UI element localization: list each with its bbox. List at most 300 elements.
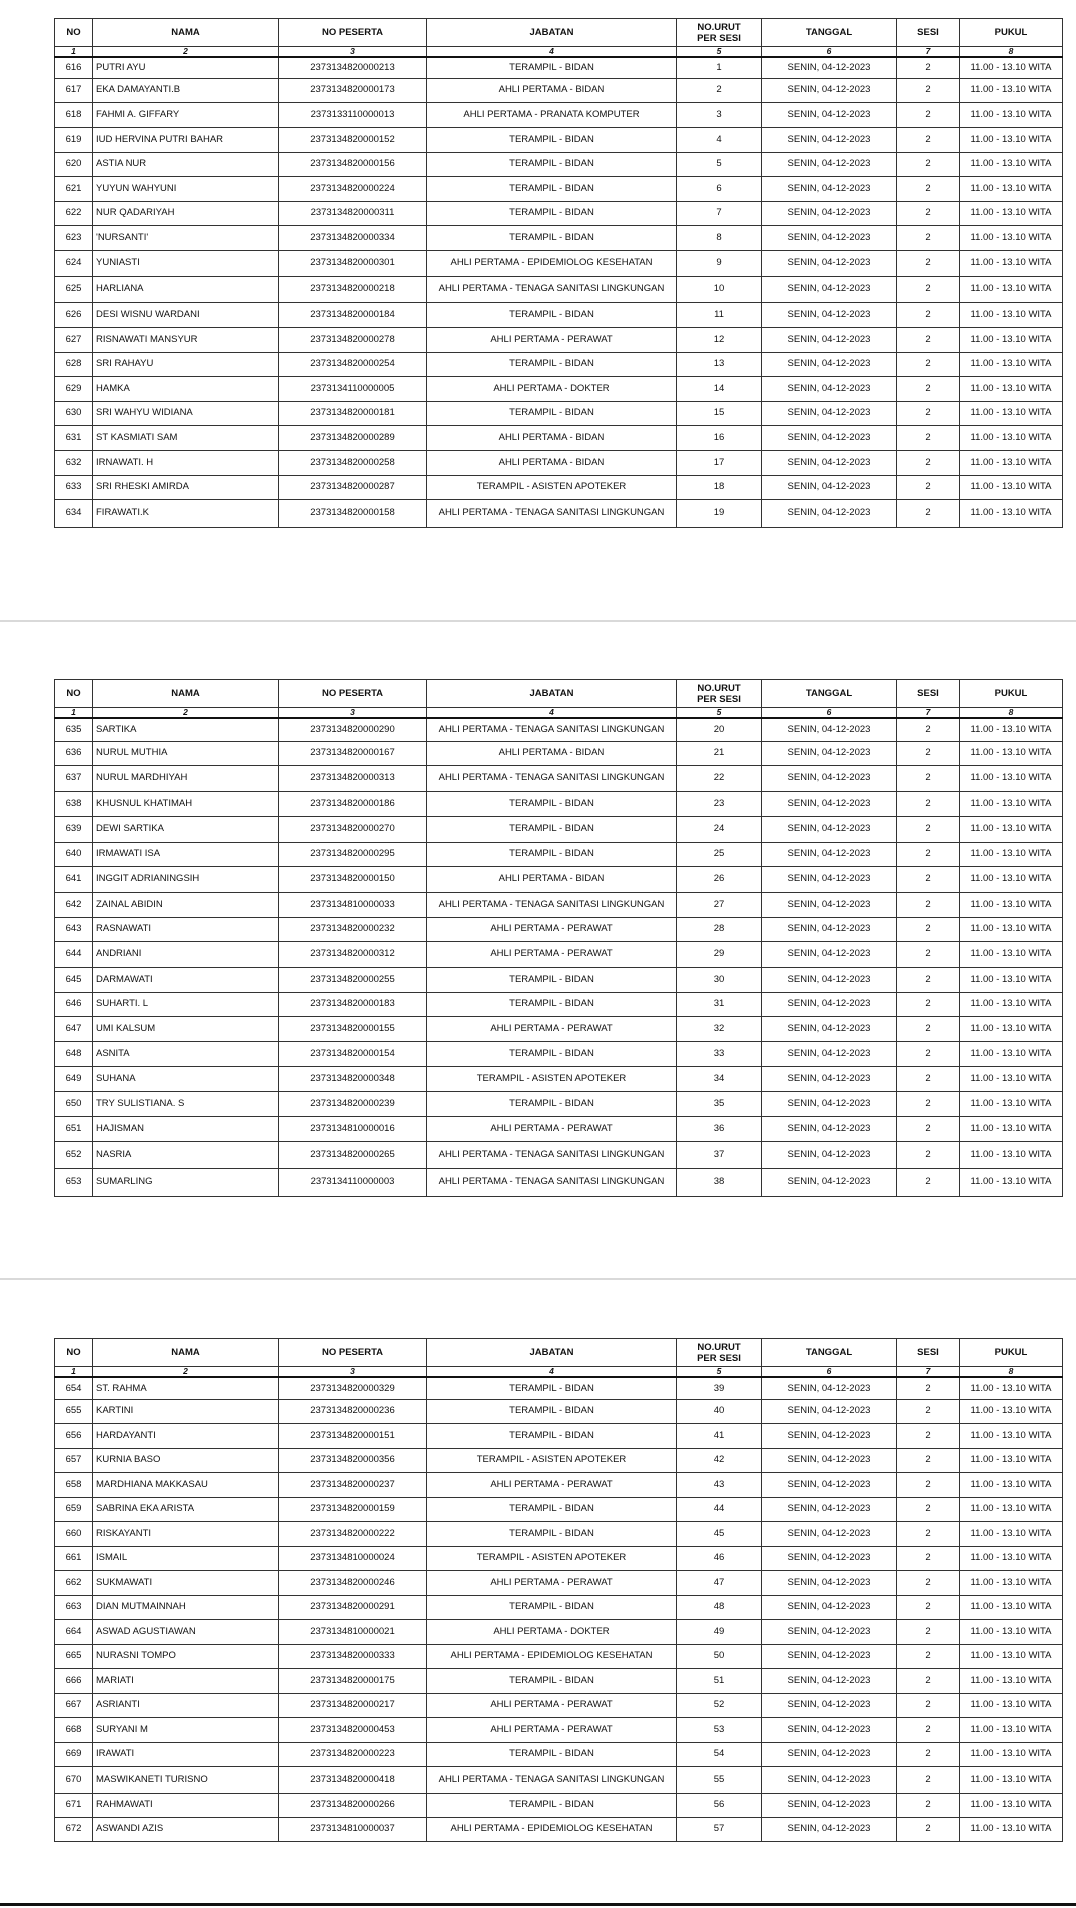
position-cell: TERAMPIL - BIDAN xyxy=(427,176,677,201)
time-cell: 11.00 - 13.10 WITA xyxy=(960,1497,1063,1521)
participant-table-1 xyxy=(54,18,1063,528)
header-session-order xyxy=(677,19,762,47)
position-cell: AHLI PERTAMA - BIDAN xyxy=(427,425,677,450)
participant-name-cell: DEWI SARTIKA xyxy=(93,816,279,842)
row-no-cell: 644 xyxy=(55,941,93,967)
row-no-cell: 639 xyxy=(55,816,93,842)
session-cell: 2 xyxy=(897,1399,960,1423)
table-row xyxy=(55,376,1063,401)
column-index: 5 xyxy=(677,47,762,58)
header-position: JABATAN xyxy=(427,19,677,47)
row-no-cell: 665 xyxy=(55,1644,93,1668)
participant-name-cell: FAHMI A. GIFFARY xyxy=(93,102,279,127)
participant-name-cell: TRY SULISTIANA. S xyxy=(93,1091,279,1116)
row-no-cell: 653 xyxy=(55,1168,93,1196)
table-row xyxy=(55,1041,1063,1066)
time-cell: 11.00 - 13.10 WITA xyxy=(960,1619,1063,1644)
session-order-cell: 39 xyxy=(677,1377,762,1399)
table-row xyxy=(55,176,1063,201)
time-cell: 11.00 - 13.10 WITA xyxy=(960,450,1063,475)
column-index: 7 xyxy=(897,1367,960,1378)
row-no-cell: 617 xyxy=(55,78,93,102)
session-order-cell: 47 xyxy=(677,1570,762,1595)
session-order-cell: 40 xyxy=(677,1399,762,1423)
session-order-cell: 13 xyxy=(677,352,762,376)
session-order-cell: 12 xyxy=(677,327,762,352)
time-cell: 11.00 - 13.10 WITA xyxy=(960,1377,1063,1399)
participant-name-cell: YUNIASTI xyxy=(93,250,279,276)
participant-number-cell: 2373134820000254 xyxy=(279,352,427,376)
time-cell: 11.00 - 13.10 WITA xyxy=(960,1793,1063,1817)
session-order-cell: 32 xyxy=(677,1016,762,1041)
session-order-cell: 22 xyxy=(677,765,762,791)
time-cell: 11.00 - 13.10 WITA xyxy=(960,276,1063,302)
column-index: 8 xyxy=(960,47,1063,58)
session-cell: 2 xyxy=(897,1619,960,1644)
table-row xyxy=(55,401,1063,425)
position-cell: TERAMPIL - BIDAN xyxy=(427,1041,677,1066)
participant-number-cell: 2373134820000181 xyxy=(279,401,427,425)
table-row xyxy=(55,152,1063,176)
time-cell: 11.00 - 13.10 WITA xyxy=(960,992,1063,1016)
table-row xyxy=(55,302,1063,327)
position-cell: TERAMPIL - BIDAN xyxy=(427,201,677,225)
position-cell: TERAMPIL - BIDAN xyxy=(427,791,677,816)
position-cell: TERAMPIL - BIDAN xyxy=(427,1595,677,1619)
position-cell: AHLI PERTAMA - PERAWAT xyxy=(427,917,677,941)
table-row xyxy=(55,250,1063,276)
date-cell: SENIN, 04-12-2023 xyxy=(762,1693,897,1717)
column-index: 2 xyxy=(93,708,279,719)
table-row xyxy=(55,425,1063,450)
table-row xyxy=(55,1141,1063,1168)
participant-number-cell: 2373134820000270 xyxy=(279,816,427,842)
session-cell: 2 xyxy=(897,1521,960,1546)
row-no-cell: 671 xyxy=(55,1793,93,1817)
row-no-cell: 632 xyxy=(55,450,93,475)
participant-number-cell: 2373134820000287 xyxy=(279,475,427,499)
date-cell: SENIN, 04-12-2023 xyxy=(762,1377,897,1399)
time-cell: 11.00 - 13.10 WITA xyxy=(960,1742,1063,1766)
participant-number-cell: 2373134820000159 xyxy=(279,1497,427,1521)
position-cell: TERAMPIL - BIDAN xyxy=(427,967,677,992)
position-cell: TERAMPIL - BIDAN xyxy=(427,1423,677,1448)
position-cell: AHLI PERTAMA - TENAGA SANITASI LINGKUNGAN xyxy=(427,1141,677,1168)
time-cell: 11.00 - 13.10 WITA xyxy=(960,1472,1063,1497)
session-order-cell: 1 xyxy=(677,57,762,78)
date-cell: SENIN, 04-12-2023 xyxy=(762,967,897,992)
header-date: TANGGAL xyxy=(762,1339,897,1367)
date-cell: SENIN, 04-12-2023 xyxy=(762,302,897,327)
row-no-cell: 647 xyxy=(55,1016,93,1041)
time-cell: 11.00 - 13.10 WITA xyxy=(960,201,1063,225)
table-row xyxy=(55,1717,1063,1742)
date-cell: SENIN, 04-12-2023 xyxy=(762,866,897,892)
row-no-cell: 668 xyxy=(55,1717,93,1742)
session-order-cell: 52 xyxy=(677,1693,762,1717)
session-order-cell: 24 xyxy=(677,816,762,842)
participant-name-cell: NURUL MUTHIA xyxy=(93,741,279,765)
date-cell: SENIN, 04-12-2023 xyxy=(762,1472,897,1497)
table-row xyxy=(55,78,1063,102)
participant-name-cell: YUYUN WAHYUNI xyxy=(93,176,279,201)
session-order-cell: 45 xyxy=(677,1521,762,1546)
position-cell: AHLI PERTAMA - TENAGA SANITASI LINGKUNGAN xyxy=(427,276,677,302)
row-no-cell: 669 xyxy=(55,1742,93,1766)
session-cell: 2 xyxy=(897,276,960,302)
session-order-cell: 10 xyxy=(677,276,762,302)
session-cell: 2 xyxy=(897,1377,960,1399)
date-cell: SENIN, 04-12-2023 xyxy=(762,499,897,527)
session-cell: 2 xyxy=(897,1472,960,1497)
time-cell: 11.00 - 13.10 WITA xyxy=(960,842,1063,866)
header-participant-number: NO PESERTA xyxy=(279,680,427,708)
table-row xyxy=(55,765,1063,791)
session-order-cell: 43 xyxy=(677,1472,762,1497)
session-cell: 2 xyxy=(897,1116,960,1141)
time-cell: 11.00 - 13.10 WITA xyxy=(960,1766,1063,1793)
table-header-row xyxy=(55,680,1063,708)
session-order-cell: 41 xyxy=(677,1423,762,1448)
participant-number-cell: 2373134820000239 xyxy=(279,1091,427,1116)
session-cell: 2 xyxy=(897,741,960,765)
participant-number-cell: 2373134820000217 xyxy=(279,1693,427,1717)
table-row xyxy=(55,791,1063,816)
session-cell: 2 xyxy=(897,816,960,842)
participant-name-cell: ANDRIANI xyxy=(93,941,279,967)
date-cell: SENIN, 04-12-2023 xyxy=(762,475,897,499)
position-cell: TERAMPIL - BIDAN xyxy=(427,1497,677,1521)
time-cell: 11.00 - 13.10 WITA xyxy=(960,791,1063,816)
session-order-cell: 21 xyxy=(677,741,762,765)
date-cell: SENIN, 04-12-2023 xyxy=(762,376,897,401)
session-order-cell: 16 xyxy=(677,425,762,450)
participant-number-cell: 2373134820000258 xyxy=(279,450,427,475)
position-cell: AHLI PERTAMA - PRANATA KOMPUTER xyxy=(427,102,677,127)
time-cell: 11.00 - 13.10 WITA xyxy=(960,718,1063,741)
time-cell: 11.00 - 13.10 WITA xyxy=(960,225,1063,250)
session-order-cell: 35 xyxy=(677,1091,762,1116)
table-row xyxy=(55,917,1063,941)
time-cell: 11.00 - 13.10 WITA xyxy=(960,917,1063,941)
time-cell: 11.00 - 13.10 WITA xyxy=(960,741,1063,765)
time-cell: 11.00 - 13.10 WITA xyxy=(960,816,1063,842)
column-index: 6 xyxy=(762,708,897,719)
row-no-cell: 657 xyxy=(55,1448,93,1472)
date-cell: SENIN, 04-12-2023 xyxy=(762,1423,897,1448)
position-cell: AHLI PERTAMA - PERAWAT xyxy=(427,941,677,967)
date-cell: SENIN, 04-12-2023 xyxy=(762,892,897,917)
participant-name-cell: KARTINI xyxy=(93,1399,279,1423)
time-cell: 11.00 - 13.10 WITA xyxy=(960,1546,1063,1570)
session-order-cell: 2 xyxy=(677,78,762,102)
participant-number-cell: 2373134820000213 xyxy=(279,57,427,78)
time-cell: 11.00 - 13.10 WITA xyxy=(960,866,1063,892)
participant-name-cell: DIAN MUTMAINNAH xyxy=(93,1595,279,1619)
position-cell: TERAMPIL - BIDAN xyxy=(427,1377,677,1399)
session-cell: 2 xyxy=(897,1041,960,1066)
position-cell: TERAMPIL - BIDAN xyxy=(427,816,677,842)
header-session: SESI xyxy=(897,1339,960,1367)
participant-number-cell: 2373134110000005 xyxy=(279,376,427,401)
participant-name-cell: ASWANDI AZIS xyxy=(93,1817,279,1841)
header-session-order-line1: NO.URUT xyxy=(697,21,741,33)
position-cell: TERAMPIL - BIDAN xyxy=(427,57,677,78)
row-no-cell: 648 xyxy=(55,1041,93,1066)
participant-number-cell: 2373134810000016 xyxy=(279,1116,427,1141)
time-cell: 11.00 - 13.10 WITA xyxy=(960,425,1063,450)
session-order-cell: 33 xyxy=(677,1041,762,1066)
time-cell: 11.00 - 13.10 WITA xyxy=(960,1116,1063,1141)
position-cell: AHLI PERTAMA - PERAWAT xyxy=(427,1116,677,1141)
time-cell: 11.00 - 13.10 WITA xyxy=(960,892,1063,917)
row-no-cell: 659 xyxy=(55,1497,93,1521)
time-cell: 11.00 - 13.10 WITA xyxy=(960,1141,1063,1168)
session-cell: 2 xyxy=(897,1546,960,1570)
row-no-cell: 638 xyxy=(55,791,93,816)
position-cell: AHLI PERTAMA - PERAWAT xyxy=(427,1016,677,1041)
participant-number-cell: 2373134810000024 xyxy=(279,1546,427,1570)
position-cell: TERAMPIL - BIDAN xyxy=(427,842,677,866)
participant-number-cell: 2373134820000255 xyxy=(279,967,427,992)
participant-name-cell: IRMAWATI ISA xyxy=(93,842,279,866)
table-row xyxy=(55,475,1063,499)
session-order-cell: 27 xyxy=(677,892,762,917)
date-cell: SENIN, 04-12-2023 xyxy=(762,1595,897,1619)
session-order-cell: 42 xyxy=(677,1448,762,1472)
header-time: PUKUL xyxy=(960,1339,1063,1367)
time-cell: 11.00 - 13.10 WITA xyxy=(960,57,1063,78)
position-cell: AHLI PERTAMA - BIDAN xyxy=(427,450,677,475)
participant-number-cell: 2373134820000334 xyxy=(279,225,427,250)
time-cell: 11.00 - 13.10 WITA xyxy=(960,1448,1063,1472)
session-order-cell: 44 xyxy=(677,1497,762,1521)
time-cell: 11.00 - 13.10 WITA xyxy=(960,176,1063,201)
session-cell: 2 xyxy=(897,1091,960,1116)
position-cell: AHLI PERTAMA - TENAGA SANITASI LINGKUNGAN xyxy=(427,1766,677,1793)
participant-number-cell: 2373134820000418 xyxy=(279,1766,427,1793)
row-no-cell: 636 xyxy=(55,741,93,765)
header-participant-number: NO PESERTA xyxy=(279,19,427,47)
session-order-cell: 20 xyxy=(677,718,762,741)
position-cell: TERAMPIL - BIDAN xyxy=(427,992,677,1016)
column-index: 2 xyxy=(93,47,279,58)
time-cell: 11.00 - 13.10 WITA xyxy=(960,1399,1063,1423)
table-row xyxy=(55,866,1063,892)
session-cell: 2 xyxy=(897,992,960,1016)
date-cell: SENIN, 04-12-2023 xyxy=(762,352,897,376)
participant-name-cell: IRAWATI xyxy=(93,1742,279,1766)
date-cell: SENIN, 04-12-2023 xyxy=(762,1546,897,1570)
session-cell: 2 xyxy=(897,1742,960,1766)
header-participant-number: NO PESERTA xyxy=(279,1339,427,1367)
time-cell: 11.00 - 13.10 WITA xyxy=(960,1041,1063,1066)
date-cell: SENIN, 04-12-2023 xyxy=(762,1644,897,1668)
column-index: 5 xyxy=(677,708,762,719)
date-cell: SENIN, 04-12-2023 xyxy=(762,718,897,741)
position-cell: AHLI PERTAMA - TENAGA SANITASI LINGKUNGAN xyxy=(427,499,677,527)
session-order-cell: 15 xyxy=(677,401,762,425)
table-row xyxy=(55,1423,1063,1448)
row-no-cell: 654 xyxy=(55,1377,93,1399)
participant-number-cell: 2373134810000037 xyxy=(279,1817,427,1841)
session-cell: 2 xyxy=(897,1595,960,1619)
time-cell: 11.00 - 13.10 WITA xyxy=(960,765,1063,791)
participant-number-cell: 2373134810000021 xyxy=(279,1619,427,1644)
row-no-cell: 658 xyxy=(55,1472,93,1497)
date-cell: SENIN, 04-12-2023 xyxy=(762,327,897,352)
participant-number-cell: 2373133110000013 xyxy=(279,102,427,127)
participant-name-cell: RASNAWATI xyxy=(93,917,279,941)
participant-number-cell: 2373134820000222 xyxy=(279,1521,427,1546)
session-order-cell: 38 xyxy=(677,1168,762,1196)
session-order-cell: 53 xyxy=(677,1717,762,1742)
row-no-cell: 641 xyxy=(55,866,93,892)
session-order-cell: 49 xyxy=(677,1619,762,1644)
participant-number-cell: 2373134820000237 xyxy=(279,1472,427,1497)
date-cell: SENIN, 04-12-2023 xyxy=(762,1766,897,1793)
row-no-cell: 630 xyxy=(55,401,93,425)
page-separator-1 xyxy=(0,620,1076,622)
session-cell: 2 xyxy=(897,327,960,352)
row-no-cell: 670 xyxy=(55,1766,93,1793)
session-cell: 2 xyxy=(897,1016,960,1041)
session-order-cell: 30 xyxy=(677,967,762,992)
row-no-cell: 662 xyxy=(55,1570,93,1595)
header-session-order-line2: PER SESI xyxy=(697,1352,741,1364)
participant-number-cell: 2373134820000266 xyxy=(279,1793,427,1817)
session-order-cell: 17 xyxy=(677,450,762,475)
row-no-cell: 621 xyxy=(55,176,93,201)
row-no-cell: 635 xyxy=(55,718,93,741)
position-cell: TERAMPIL - BIDAN xyxy=(427,1091,677,1116)
session-order-cell: 50 xyxy=(677,1644,762,1668)
session-order-cell: 51 xyxy=(677,1668,762,1693)
participant-name-cell: ZAINAL ABIDIN xyxy=(93,892,279,917)
row-no-cell: 664 xyxy=(55,1619,93,1644)
column-index: 4 xyxy=(427,47,677,58)
table-row xyxy=(55,741,1063,765)
date-cell: SENIN, 04-12-2023 xyxy=(762,1168,897,1196)
table-row xyxy=(55,1377,1063,1399)
participant-number-cell: 2373134820000158 xyxy=(279,499,427,527)
session-order-cell: 28 xyxy=(677,917,762,941)
session-order-cell: 29 xyxy=(677,941,762,967)
session-cell: 2 xyxy=(897,152,960,176)
date-cell: SENIN, 04-12-2023 xyxy=(762,78,897,102)
table-row xyxy=(55,892,1063,917)
time-cell: 11.00 - 13.10 WITA xyxy=(960,1595,1063,1619)
date-cell: SENIN, 04-12-2023 xyxy=(762,152,897,176)
time-cell: 11.00 - 13.10 WITA xyxy=(960,941,1063,967)
time-cell: 11.00 - 13.10 WITA xyxy=(960,1717,1063,1742)
participant-number-cell: 2373134820000289 xyxy=(279,425,427,450)
column-index-row xyxy=(55,708,1063,719)
participant-number-cell: 2373134820000184 xyxy=(279,302,427,327)
session-cell: 2 xyxy=(897,1766,960,1793)
table-row xyxy=(55,1766,1063,1793)
participant-number-cell: 2373134820000151 xyxy=(279,1423,427,1448)
time-cell: 11.00 - 13.10 WITA xyxy=(960,1168,1063,1196)
participant-number-cell: 2373134820000291 xyxy=(279,1595,427,1619)
date-cell: SENIN, 04-12-2023 xyxy=(762,1066,897,1091)
participant-name-cell: ST. RAHMA xyxy=(93,1377,279,1399)
row-no-cell: 618 xyxy=(55,102,93,127)
session-cell: 2 xyxy=(897,917,960,941)
position-cell: AHLI PERTAMA - PERAWAT xyxy=(427,1717,677,1742)
column-index: 1 xyxy=(55,47,93,58)
header-position: JABATAN xyxy=(427,1339,677,1367)
session-order-cell: 11 xyxy=(677,302,762,327)
participant-number-cell: 2373134820000232 xyxy=(279,917,427,941)
date-cell: SENIN, 04-12-2023 xyxy=(762,791,897,816)
participant-name-cell: IUD HERVINA PUTRI BAHAR xyxy=(93,127,279,152)
participant-name-cell: PUTRI AYU xyxy=(93,57,279,78)
participant-number-cell: 2373134820000290 xyxy=(279,718,427,741)
participant-name-cell: HAJISMAN xyxy=(93,1116,279,1141)
table-row xyxy=(55,816,1063,842)
row-no-cell: 622 xyxy=(55,201,93,225)
time-cell: 11.00 - 13.10 WITA xyxy=(960,352,1063,376)
date-cell: SENIN, 04-12-2023 xyxy=(762,992,897,1016)
session-order-cell: 57 xyxy=(677,1817,762,1841)
position-cell: AHLI PERTAMA - PERAWAT xyxy=(427,1693,677,1717)
header-time: PUKUL xyxy=(960,680,1063,708)
session-cell: 2 xyxy=(897,1644,960,1668)
session-cell: 2 xyxy=(897,102,960,127)
position-cell: TERAMPIL - ASISTEN APOTEKER xyxy=(427,1448,677,1472)
participant-number-cell: 2373134810000033 xyxy=(279,892,427,917)
participant-number-cell: 2373134820000453 xyxy=(279,1717,427,1742)
header-row-no: NO xyxy=(55,680,93,708)
participant-name-cell: RISNAWATI MANSYUR xyxy=(93,327,279,352)
participant-name-cell: RISKAYANTI xyxy=(93,1521,279,1546)
time-cell: 11.00 - 13.10 WITA xyxy=(960,376,1063,401)
date-cell: SENIN, 04-12-2023 xyxy=(762,1091,897,1116)
session-cell: 2 xyxy=(897,352,960,376)
participant-number-cell: 2373134820000278 xyxy=(279,327,427,352)
session-cell: 2 xyxy=(897,1066,960,1091)
row-no-cell: 631 xyxy=(55,425,93,450)
row-no-cell: 634 xyxy=(55,499,93,527)
position-cell: TERAMPIL - BIDAN xyxy=(427,225,677,250)
date-cell: SENIN, 04-12-2023 xyxy=(762,1717,897,1742)
date-cell: SENIN, 04-12-2023 xyxy=(762,1742,897,1766)
session-cell: 2 xyxy=(897,376,960,401)
session-cell: 2 xyxy=(897,765,960,791)
row-no-cell: 667 xyxy=(55,1693,93,1717)
position-cell: AHLI PERTAMA - EPIDEMIOLOG KESEHATAN xyxy=(427,1644,677,1668)
column-index: 2 xyxy=(93,1367,279,1378)
time-cell: 11.00 - 13.10 WITA xyxy=(960,127,1063,152)
participant-name-cell: SURYANI M xyxy=(93,1717,279,1742)
participant-name-cell: SRI RHESKI AMIRDA xyxy=(93,475,279,499)
participant-name-cell: UMI KALSUM xyxy=(93,1016,279,1041)
table-row xyxy=(55,992,1063,1016)
row-no-cell: 619 xyxy=(55,127,93,152)
date-cell: SENIN, 04-12-2023 xyxy=(762,1497,897,1521)
time-cell: 11.00 - 13.10 WITA xyxy=(960,1016,1063,1041)
column-index: 3 xyxy=(279,1367,427,1378)
row-no-cell: 663 xyxy=(55,1595,93,1619)
table-row xyxy=(55,1168,1063,1196)
session-order-cell: 7 xyxy=(677,201,762,225)
date-cell: SENIN, 04-12-2023 xyxy=(762,250,897,276)
position-cell: TERAMPIL - ASISTEN APOTEKER xyxy=(427,1066,677,1091)
table-row xyxy=(55,1619,1063,1644)
row-no-cell: 616 xyxy=(55,57,93,78)
participant-name-cell: HARDAYANTI xyxy=(93,1423,279,1448)
